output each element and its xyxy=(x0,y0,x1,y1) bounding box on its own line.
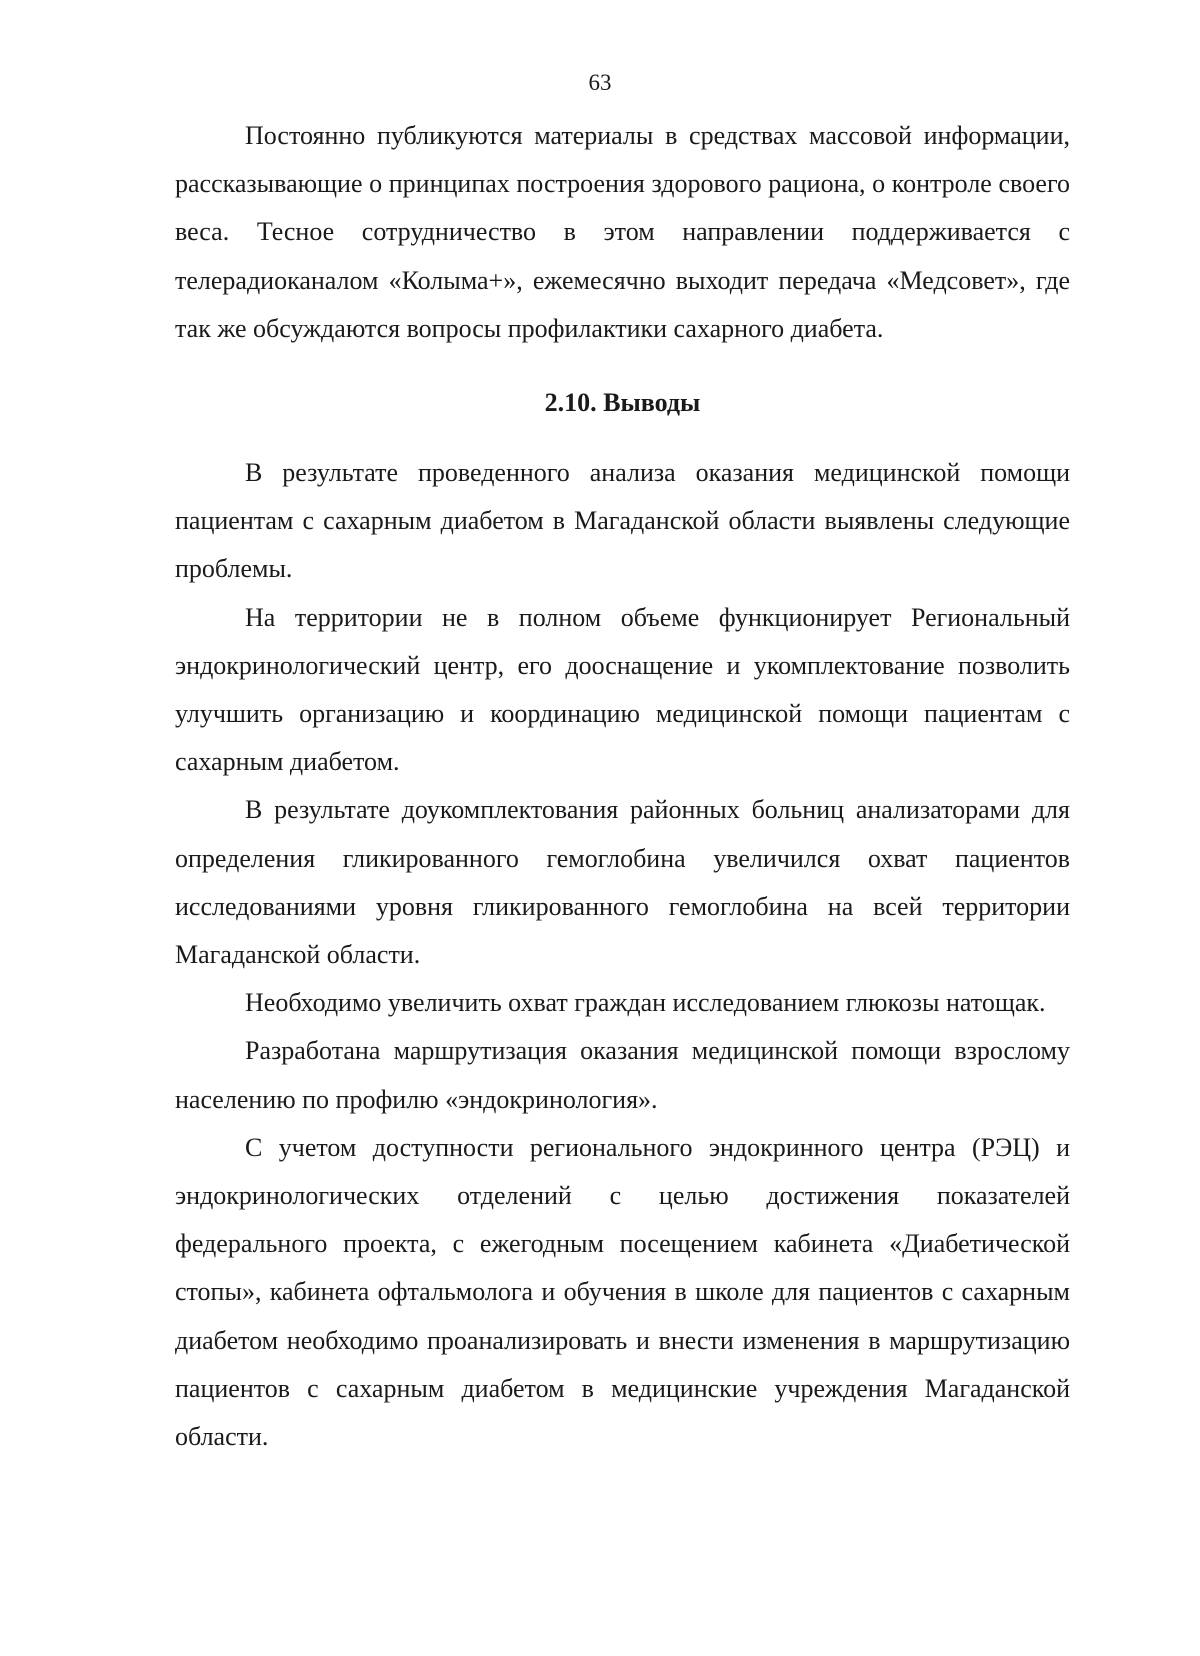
paragraph-hemoglobin-analyzers: В результате доукомплектования районных больниц анализаторами для определения гликированного гемоглобина увеличился охват пациентов исследованиями уровня гликированного гемоглобина на всей территории Магаданской области. xyxy=(175,795,1070,970)
paragraph-routing-changes: С учетом доступности регионального эндокринного центра (РЭЦ) и эндокринологических отделений с целью достижения показателей федерального проекта, с ежегодным посещением кабинета «Диабетической стопы», кабинета офтальмолога и обучения в школе для пациентов с сахарным диабетом необходимо проанализировать и внести изменения в маршрутизацию пациентов с сахарным диабетом в медицинские учреждения Магаданской области. xyxy=(175,1132,1070,1452)
paragraph-analysis-results: В результате проведенного анализа оказания медицинской помощи пациентам с сахарным диабетом в Магаданской области выявлены следующие проблемы. xyxy=(175,458,1070,584)
paragraph-routing-developed: Разработана маршрутизация оказания медицинской помощи взрослому населению по профилю «эндокринология». xyxy=(175,1036,1070,1114)
page-number: 63 xyxy=(588,70,612,95)
paragraph-glucose-coverage: Необходимо увеличить охват граждан исследованием глюкозы натощак. xyxy=(245,988,1046,1018)
paragraph-regional-center: На территории не в полном объеме функционирует Региональный эндокринологический центр, его дооснащение и укомплектование позволить улучшить организацию и координацию медицинской помощи пациентам с сахарным диабетом. xyxy=(175,602,1070,777)
paragraph-media-publications: Постоянно публикуются материалы в средствах массовой информации, рассказывающие о принципах построения здорового рациона, о контроле своего веса. Тесное сотрудничество в этом направлении поддерживается с телерадиоканалом «Колыма+», ежемесячно выходит передача «Медсовет», где так же обсуждаются вопросы профилактики сахарного диабета. xyxy=(175,121,1070,343)
section-heading: 2.10. Выводы xyxy=(544,388,701,418)
page-body xyxy=(175,112,1070,1461)
